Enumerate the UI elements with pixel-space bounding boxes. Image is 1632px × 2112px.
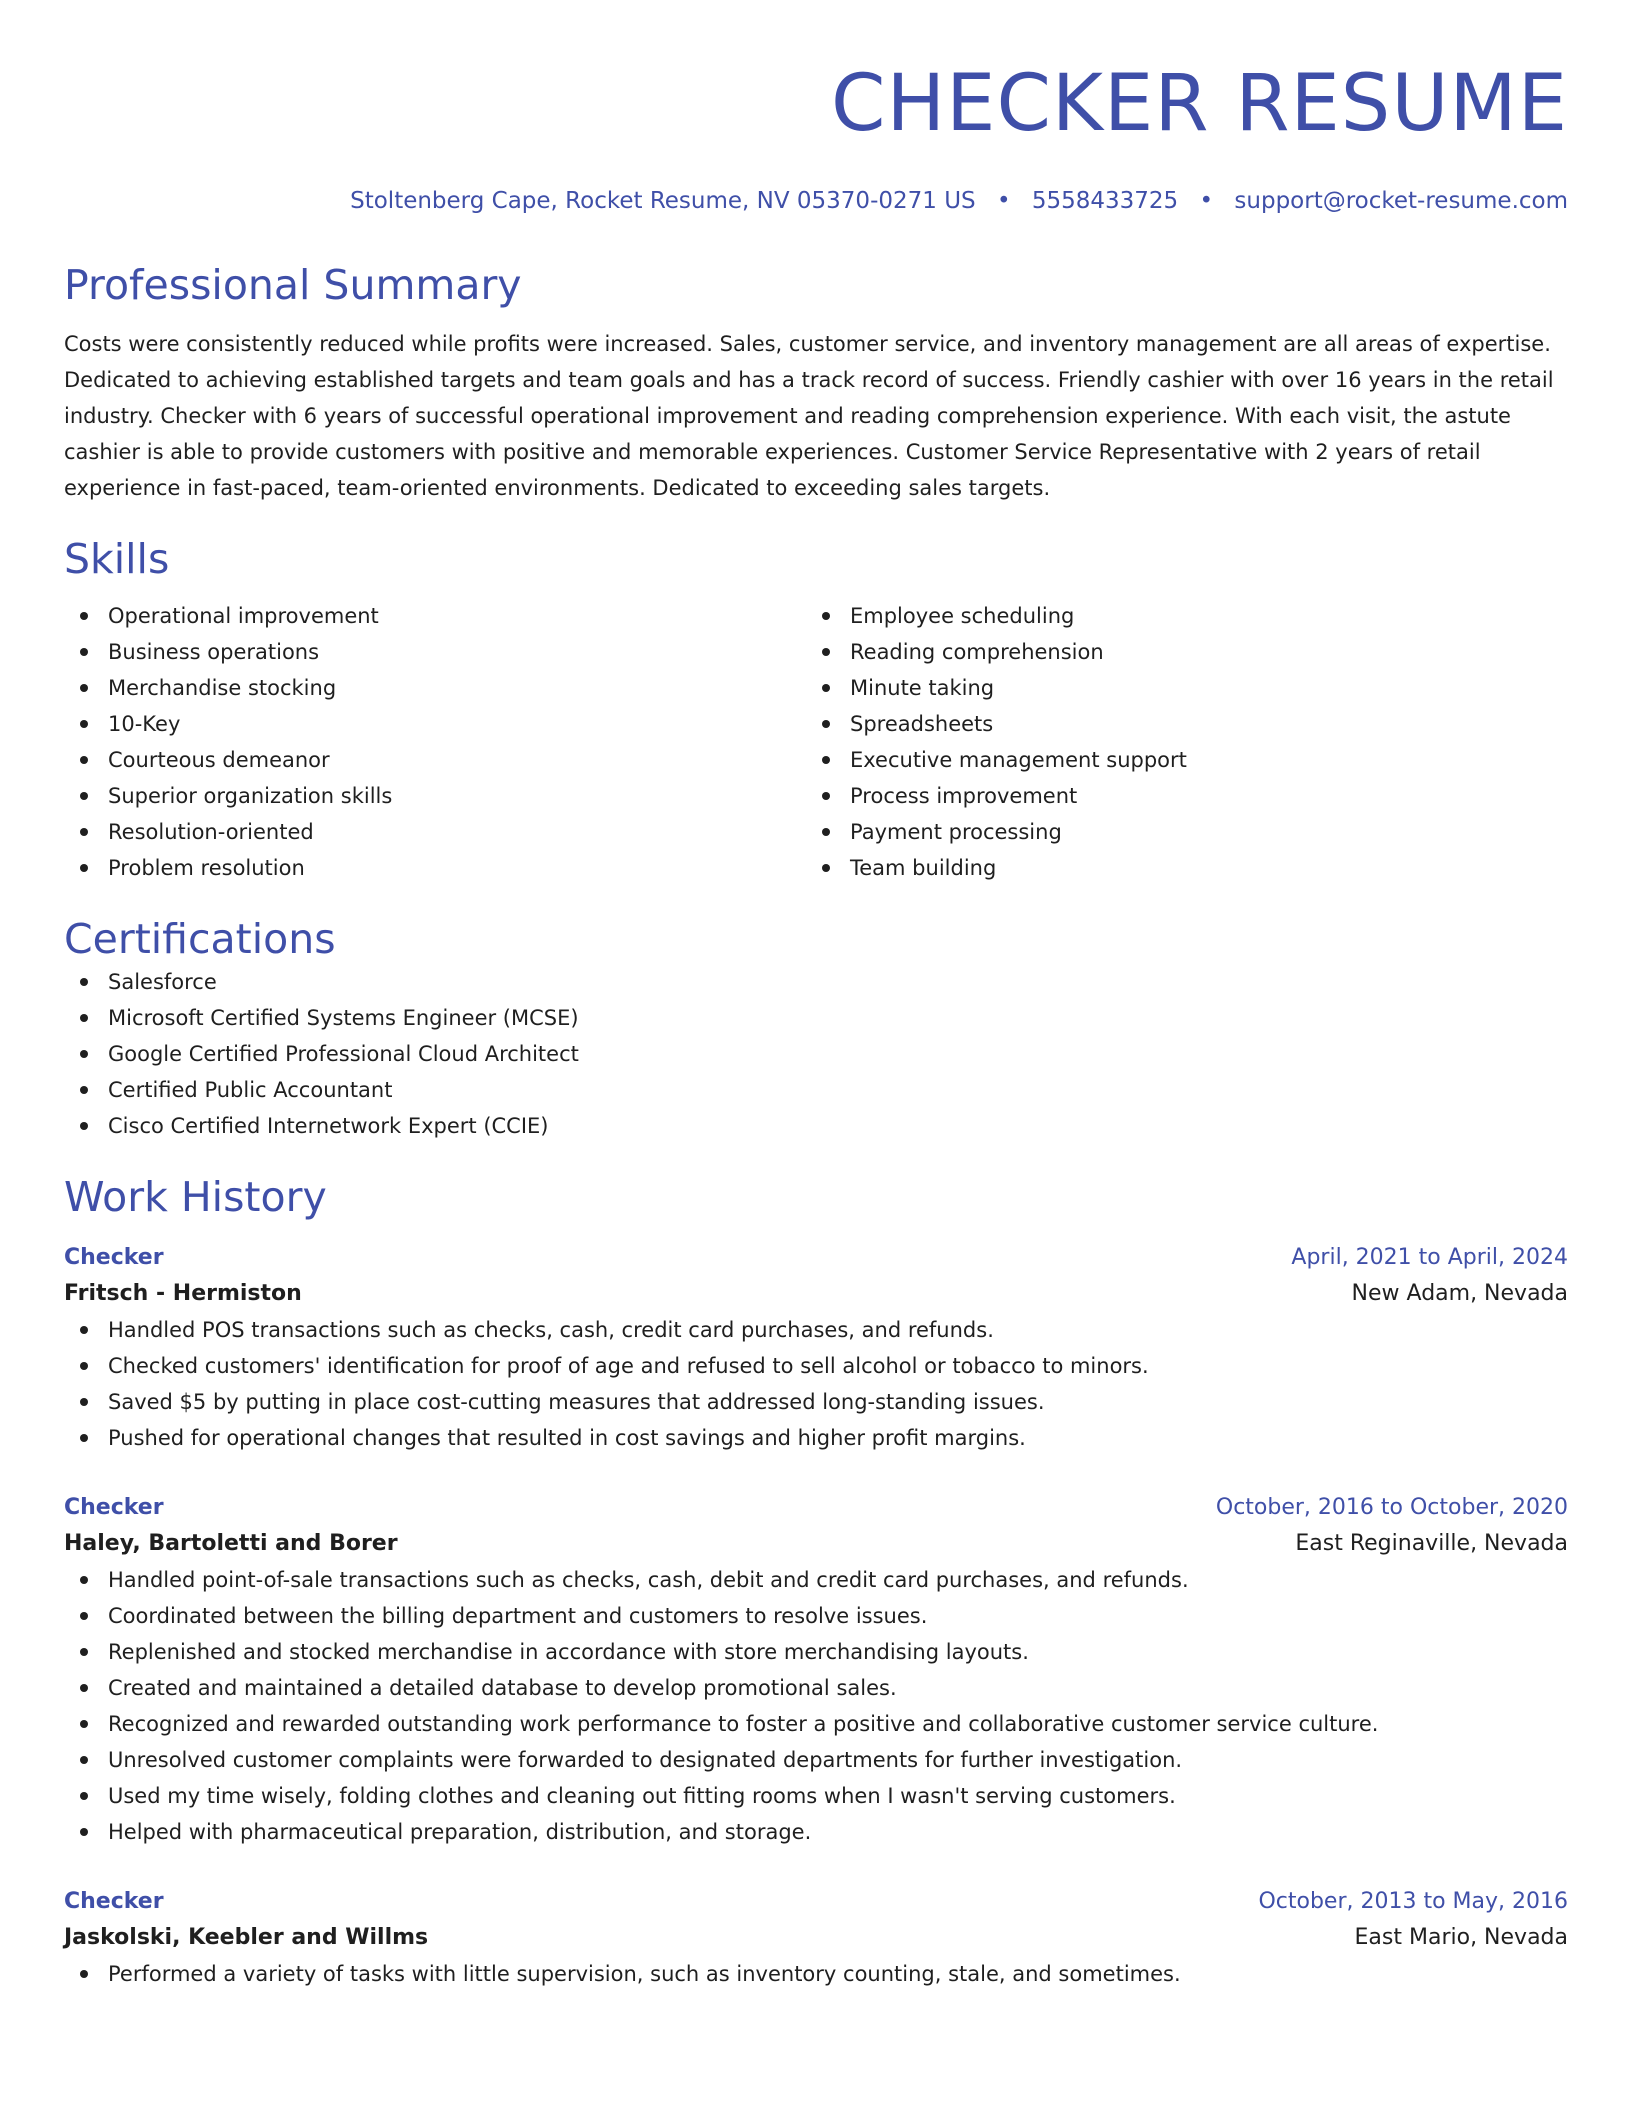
certification-label: Certified Public Accountant: [108, 1078, 393, 1102]
bullet-dot: [80, 1362, 88, 1370]
skill-item: [806, 598, 1548, 634]
job-company: Haley, Bartoletti and Borer: [64, 1531, 398, 1556]
job-bullet-list: [64, 1956, 1568, 1992]
job-bullet-text: Performed a variety of tasks with little supervision, such as inventory counting, stale, and sometimes.: [108, 1962, 1181, 1986]
contact-separator: •: [1199, 188, 1214, 214]
job-bullet-list: [64, 1312, 1568, 1456]
bullet-dot: [80, 1612, 88, 1620]
bullet-dot: [80, 1828, 88, 1836]
skill-item: [64, 814, 806, 850]
bullet-dot: [822, 864, 830, 872]
bullet-dot: [80, 1576, 88, 1584]
contact-email[interactable]: support@rocket-resume.com: [1234, 188, 1568, 214]
job-bullet-text: Pushed for operational changes that resulted in cost savings and higher profit margins.: [108, 1426, 1026, 1450]
bullet-dot: [80, 1792, 88, 1800]
job-company-row: [64, 1276, 1568, 1312]
bullet-dot: [80, 978, 88, 986]
job-bullet: [64, 1778, 1568, 1814]
skill-item: [64, 706, 806, 742]
skill-label: Problem resolution: [108, 856, 305, 880]
bullet-dot: [80, 1050, 88, 1058]
bullet-dot: [80, 828, 88, 836]
work-history-heading: Work History: [64, 1173, 327, 1221]
job-bullet: [64, 1706, 1568, 1742]
skill-label: Spreadsheets: [850, 712, 994, 736]
bullet-dot: [822, 792, 830, 800]
job-bullet-text: Unresolved customer complaints were forwarded to designated departments for further investigation.: [108, 1748, 1183, 1772]
skill-item: [64, 670, 806, 706]
resume-name: CHECKER RESUME: [831, 59, 1568, 149]
skill-item: [64, 634, 806, 670]
skill-label: Resolution-oriented: [108, 820, 314, 844]
job-title: Checker: [64, 1889, 164, 1914]
job-title: Checker: [64, 1245, 164, 1270]
bullet-dot: [80, 1086, 88, 1094]
skill-item: [806, 670, 1548, 706]
skills-heading: Skills: [64, 535, 170, 583]
skill-item: [806, 706, 1548, 742]
job-title-row: [64, 1884, 1568, 1920]
skills-list-right: [806, 598, 1548, 886]
bullet-dot: [822, 612, 830, 620]
skill-item: [806, 850, 1548, 886]
skill-label: Merchandise stocking: [108, 676, 337, 700]
skill-label: Operational improvement: [108, 604, 379, 628]
bullet-dot: [822, 720, 830, 728]
job-bullet-text: Saved $5 by putting in place cost-cutting measures that addressed long-standing issues.: [108, 1390, 1045, 1414]
job-title-row: [64, 1240, 1568, 1276]
skill-item: [64, 778, 806, 814]
job-bullet: [64, 1384, 1568, 1420]
bullet-dot: [80, 792, 88, 800]
job-company: Fritsch - Hermiston: [64, 1281, 302, 1306]
contact-separator: •: [996, 188, 1011, 214]
job-bullet-text: Coordinated between the billing department and customers to resolve issues.: [108, 1604, 928, 1628]
job-entry: [64, 1240, 1568, 1456]
job-bullet-list: [64, 1562, 1568, 1850]
skill-label: Team building: [850, 856, 997, 880]
certifications-list: [64, 964, 1568, 1144]
job-bullet: [64, 1742, 1568, 1778]
job-location: East Reginaville, Nevada: [1295, 1531, 1568, 1556]
certification-item: [64, 1072, 1568, 1108]
contact-line: [64, 186, 1568, 216]
job-dates: April, 2021 to April, 2024: [1291, 1245, 1568, 1270]
job-title-row: [64, 1490, 1568, 1526]
job-bullet-text: Recognized and rewarded outstanding work performance to foster a positive and collaborative customer service culture.: [108, 1712, 1379, 1736]
bullet-dot: [80, 720, 88, 728]
skill-label: Superior organization skills: [108, 784, 393, 808]
certifications-heading: Certifications: [64, 915, 336, 963]
certification-item: [64, 1000, 1568, 1036]
job-company-row: [64, 1526, 1568, 1562]
certification-item: [64, 964, 1568, 1000]
job-company: Jaskolski, Keebler and Willms: [64, 1925, 429, 1950]
job-location: New Adam, Nevada: [1351, 1281, 1568, 1306]
job-bullet: [64, 1814, 1568, 1850]
bullet-dot: [80, 1970, 88, 1978]
skill-item: [806, 634, 1548, 670]
bullet-dot: [80, 1122, 88, 1130]
skill-label: Business operations: [108, 640, 320, 664]
skill-item: [64, 598, 806, 634]
skill-item: [64, 742, 806, 778]
skill-label: Employee scheduling: [850, 604, 1075, 628]
skill-label: Courteous demeanor: [108, 748, 330, 772]
skill-item: [806, 814, 1548, 850]
job-entry: [64, 1884, 1568, 1992]
job-company-row: [64, 1920, 1568, 1956]
contact-address: Stoltenberg Cape, Rocket Resume, NV 05370-0271 US: [350, 188, 976, 214]
skill-label: Executive management support: [850, 748, 1187, 772]
job-bullet-text: Handled POS transactions such as checks, cash, credit card purchases, and refunds.: [108, 1318, 994, 1342]
job-bullet: [64, 1670, 1568, 1706]
skill-label: Reading comprehension: [850, 640, 1104, 664]
job-bullet-text: Replenished and stocked merchandise in accordance with store merchandising layouts.: [108, 1640, 1029, 1664]
bullet-dot: [80, 1756, 88, 1764]
skill-label: 10-Key: [108, 712, 181, 736]
bullet-dot: [80, 1434, 88, 1442]
job-bullet: [64, 1348, 1568, 1384]
certification-item: [64, 1036, 1568, 1072]
job-bullet: [64, 1598, 1568, 1634]
job-dates: October, 2016 to October, 2020: [1215, 1495, 1568, 1520]
summary-text: Costs were consistently reduced while profits were increased. Sales, customer service, and inventory management are all areas of expertise. Dedicated to achieving established targets and team goals and has a track record of success. Friendly cashier with over 16 years in the retail industry. Checker with 6 years of successful operational improvement and reading comprehension experience. With each visit, the astute cashier is able to provide customers with positive and memorable experiences. Customer Service Representative with 2 years of retail experience in fast-paced, team-oriented environments. Dedicated to exceeding sales targets.: [64, 332, 1554, 500]
certification-label: Salesforce: [108, 970, 217, 994]
certification-label: Google Certified Professional Cloud Architect: [108, 1042, 579, 1066]
contact-phone: 5558433725: [1031, 188, 1179, 214]
certification-label: Microsoft Certified Systems Engineer (MCSE): [108, 1006, 579, 1030]
job-bullet-text: Used my time wisely, folding clothes and cleaning out fitting rooms when I wasn't serving customers.: [108, 1784, 1176, 1808]
bullet-dot: [80, 1720, 88, 1728]
bullet-dot: [80, 612, 88, 620]
job-bullet-text: Checked customers' identification for proof of age and refused to sell alcohol or tobacco to minors.: [108, 1354, 1149, 1378]
job-bullet-text: Handled point-of-sale transactions such as checks, cash, debit and credit card purchases, and refunds.: [108, 1568, 1189, 1592]
bullet-dot: [80, 1648, 88, 1656]
skill-label: Payment processing: [850, 820, 1062, 844]
skill-item: [806, 742, 1548, 778]
bullet-dot: [80, 648, 88, 656]
job-dates: October, 2013 to May, 2016: [1258, 1889, 1568, 1914]
bullet-dot: [822, 648, 830, 656]
bullet-dot: [80, 1326, 88, 1334]
skill-label: Process improvement: [850, 784, 1078, 808]
summary-heading: Professional Summary: [64, 261, 522, 309]
skill-item: [806, 778, 1548, 814]
job-bullet: [64, 1956, 1568, 1992]
job-bullet: [64, 1420, 1568, 1456]
bullet-dot: [80, 1014, 88, 1022]
resume-header: [64, 56, 1568, 216]
bullet-dot: [80, 1684, 88, 1692]
skills-columns: [64, 598, 1568, 886]
skill-item: [64, 850, 806, 886]
job-location: East Mario, Nevada: [1354, 1925, 1568, 1950]
job-bullet-text: Helped with pharmaceutical preparation, distribution, and storage.: [108, 1820, 812, 1844]
job-bullet: [64, 1634, 1568, 1670]
job-bullet-text: Created and maintained a detailed database to develop promotional sales.: [108, 1676, 897, 1700]
bullet-dot: [822, 684, 830, 692]
skill-label: Minute taking: [850, 676, 995, 700]
bullet-dot: [80, 1398, 88, 1406]
bullet-dot: [80, 684, 88, 692]
bullet-dot: [822, 756, 830, 764]
certification-label: Cisco Certified Internetwork Expert (CCIE): [108, 1114, 549, 1138]
job-title: Checker: [64, 1495, 164, 1520]
bullet-dot: [822, 828, 830, 836]
job-bullet: [64, 1312, 1568, 1348]
certification-item: [64, 1108, 1568, 1144]
job-entry: [64, 1490, 1568, 1850]
bullet-dot: [80, 864, 88, 872]
job-bullet: [64, 1562, 1568, 1598]
bullet-dot: [80, 756, 88, 764]
skills-list-left: [64, 598, 806, 886]
